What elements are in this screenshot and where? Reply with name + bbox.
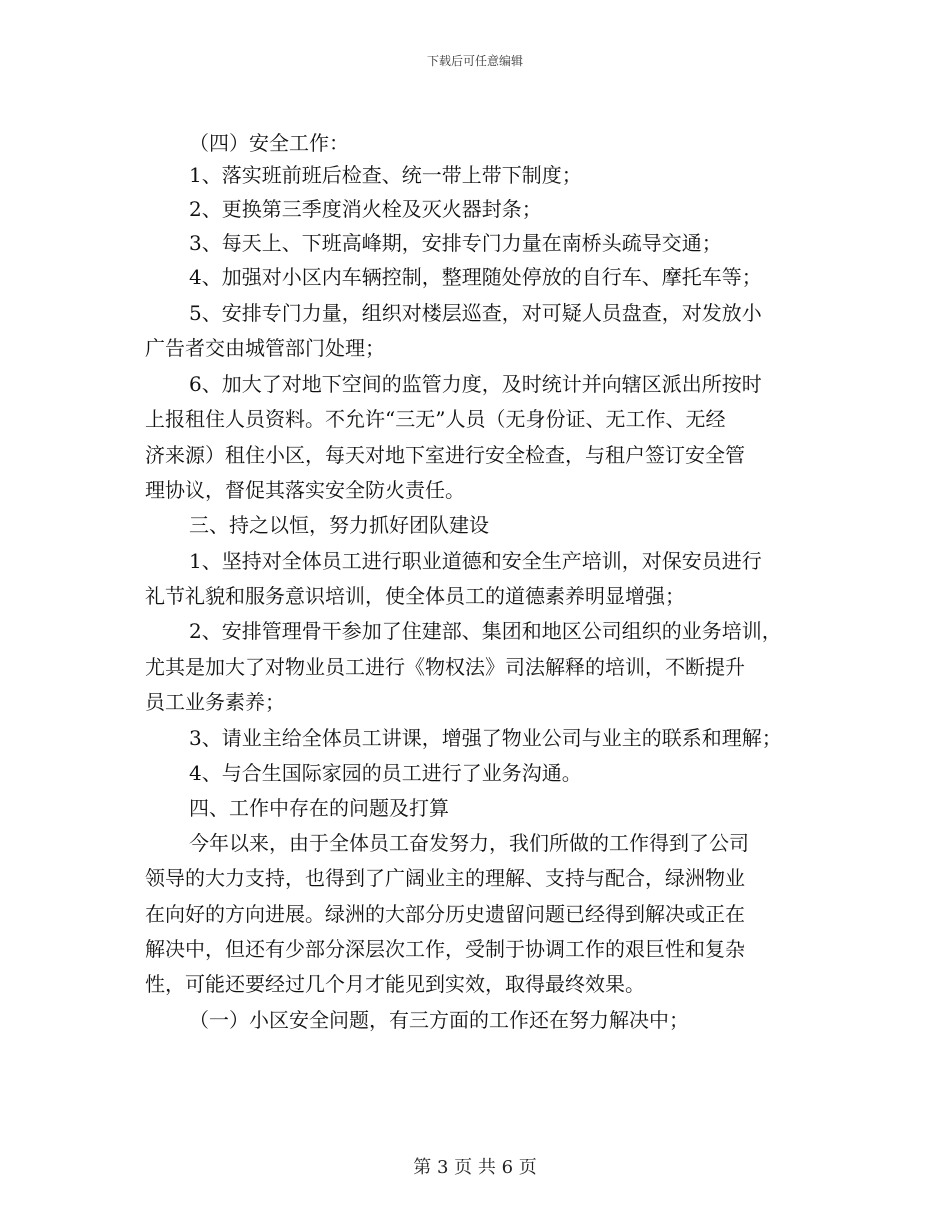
- paragraph-line: 5、安排专门力量，组织对楼层巡查，对可疑人员盘查，对发放小: [189, 301, 762, 325]
- paragraph-line: 领导的大力支持，也得到了广阔业主的理解、支持与配合，绿洲物业: [145, 866, 745, 890]
- paragraph-line: 3、请业主给全体员工讲课，增强了物业公司与业主的联系和理解；: [189, 726, 782, 750]
- paragraph-line: 员工业务素养；: [145, 690, 285, 714]
- paragraph-line: 理协议，督促其落实安全防火责任。: [145, 478, 465, 502]
- page-header: 下载后可任意编辑: [426, 54, 523, 68]
- paragraph-line: 在向好的方向进展。绿洲的大部分历史遗留问题已经得到解决或正在: [145, 902, 745, 926]
- paragraph-line: 上报租住人员资料。不允许“三无”人员（无身份证、无工作、无经: [145, 407, 726, 431]
- paragraph-line: 4、加强对小区内车辆控制，整理随处停放的自行车、摩托车等；: [189, 265, 762, 289]
- section-heading: （四）安全工作：: [189, 131, 349, 155]
- section-heading: 四、工作中存在的问题及打算: [189, 796, 449, 820]
- paragraph-line: 礼节礼貌和服务意识培训，使全体员工的道德素养明显增强；: [145, 584, 685, 608]
- paragraph-line: 2、更换第三季度消火栓及灭火器封条；: [189, 197, 542, 221]
- paragraph-line: 1、坚持对全体员工进行职业道德和安全生产培训，对保安员进行: [189, 549, 762, 573]
- paragraph-line: 2、安排管理骨干参加了住建部、集团和地区公司组织的业务培训，: [189, 619, 782, 643]
- section-heading: 三、持之以恒，努力抓好团队建设: [189, 513, 489, 537]
- paragraph-line: 尤其是加大了对物业员工进行《物权法》司法解释的培训，不断提升: [145, 655, 745, 679]
- paragraph-line: 4、与合生国际家园的员工进行了业务沟通。: [189, 761, 582, 785]
- paragraph-line: 今年以来，由于全体员工奋发努力，我们所做的工作得到了公司: [189, 831, 749, 855]
- paragraph-line: 3、每天上、下班高峰期，安排专门力量在南桥头疏导交通；: [189, 231, 722, 255]
- paragraph-line: 1、落实班前班后检查、统一带上带下制度；: [189, 163, 582, 187]
- paragraph-line: 济来源）租住小区，每天对地下室进行安全检查，与租户签订安全管: [145, 443, 745, 467]
- paragraph-line: 6、加大了对地下空间的监管力度，及时统计并向辖区派出所按时: [189, 372, 762, 396]
- section-heading: （一）小区安全问题，有三方面的工作还在努力解决中；: [189, 1008, 689, 1032]
- paragraph-line: 解决中，但还有少部分深层次工作，受制于协调工作的艰巨性和复杂: [145, 937, 745, 961]
- paragraph-line: 性，可能还要经过几个月才能见到实效，取得最终效果。: [145, 972, 645, 996]
- paragraph-line: 广告者交由城管部门处理；: [145, 336, 385, 360]
- page-footer: 第 3 页 共 6 页: [413, 1157, 537, 1178]
